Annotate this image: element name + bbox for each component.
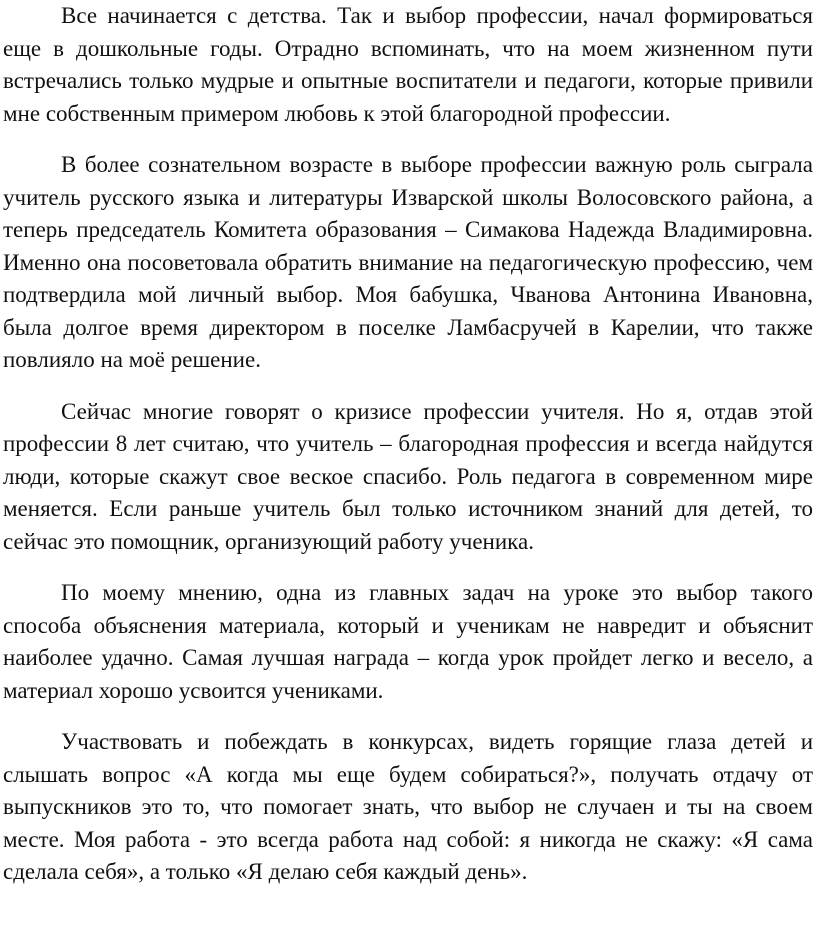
paragraph-childhood: Все начинается с детства. Так и выбор профессии, начал формироваться еще в дошкольные годы. Отрадно вспоминать, что на моем жизненном пути встречались только мудрые и опытные воспитатели и педагоги, которые привили мне собственным примером любовь к этой благородной профессии.	[3, 3, 813, 126]
paragraph-teacher-crisis: Сейчас многие говорят о кризисе профессии учителя. Но я, отдав этой профессии 8 лет считаю, что учитель – благородная профессия и всегда найдутся люди, которые скажут свое веское спасибо. Роль педагога в современном мире меняется. Если раньше учитель был только источником знаний для детей, то сейчас это помощник, организующий работу ученика.	[3, 398, 813, 554]
paragraph-competitions: Участвовать и побеждать в конкурсах, видеть горящие глаза детей и слышать вопрос «А когда мы еще будем собираться?», получать отдачу от выпускников это то, что помогает знать, что выбор не случаен и ты на своем месте. Моя работа - это всегда работа над собой: я никогда не скажу: «Я сама сделала себя», а только «Я делаю себя каждый день».	[3, 729, 813, 884]
paragraph-lesson-tasks: По моему мнению, одна из главных задач на уроке это выбор такого способа объяснения материала, который и ученикам не навредит и объяснит наиболее удачно. Самая лучшая награда – когда урок пройдет легко и весело, а материал хорошо усвоится учениками.	[3, 580, 813, 703]
paragraph-conscious-choice: В более сознательном возрасте в выборе профессии важную роль сыграла учитель русского языка и литературы Изварской школы Волосовского района, а теперь председатель Комитета образования – Симакова Надежда Владимировна. Именно она посоветовала обратить внимание на педагогическую профессию, чем подтвердила мой личный выбор. Моя бабушка, Чванова Антонина Ивановна, была долгое время директором в поселке Ламбасручей в Карелии, что также повлияло на моё решение.	[3, 152, 813, 372]
